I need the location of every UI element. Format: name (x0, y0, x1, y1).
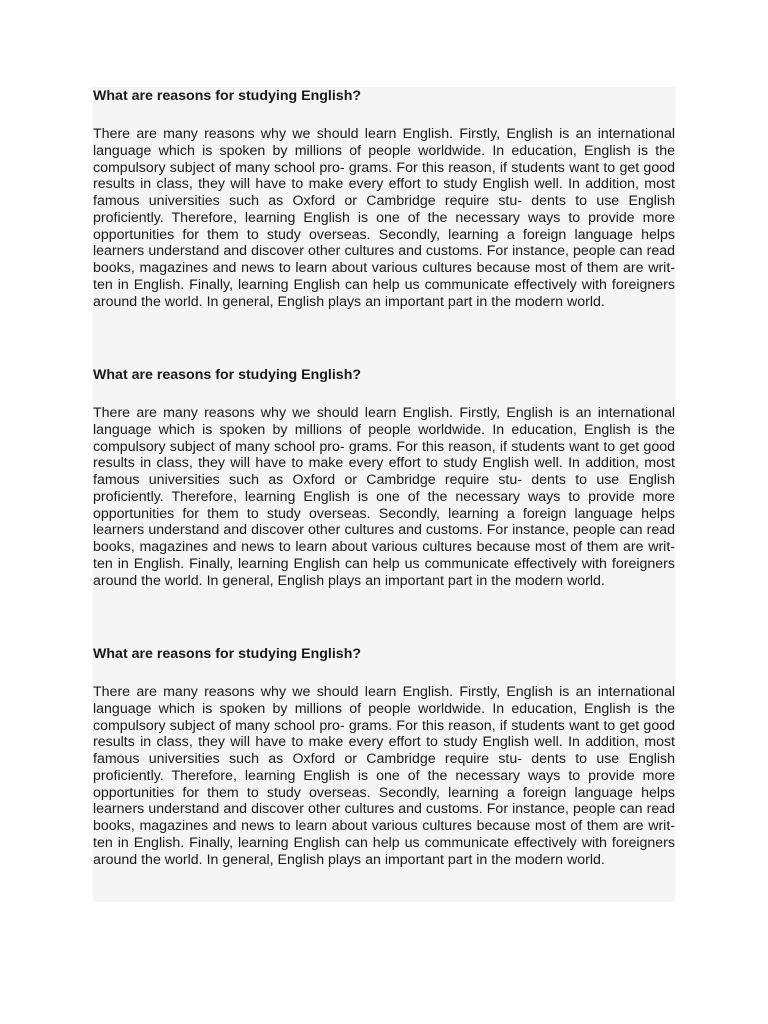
section-1 (93, 88, 675, 310)
section-heading: What are reasons for studying English? (93, 367, 362, 383)
section-heading: What are reasons for studying English? (93, 88, 362, 104)
document-content (93, 87, 675, 902)
section-heading: What are reasons for studying English? (93, 646, 362, 662)
section-2 (93, 367, 675, 589)
section-paragraph: There are many reasons why we should learn English. Firstly, English is an international language which is spoken by millions of people worldwide. In education, English is the compulsory subject of many school pro- grams. For this reason, if students want to get good results in class, they will have to make every effort to study English well. In addition, most famous universities such as Oxford or Cambridge require stu- dents to use English proficiently. Therefore, learning English is one of the necessary ways to provide more opportunities for them to study overseas. Secondly, learning a foreign language helps learners understand and discover other cultures and customs. For instance, people can read books, magazines and news to learn about various cultures because most of them are writ- ten in English. Finally, learning English can help us communicate effectively with foreigners around the world. In general, English plays an important part in the modern world. (93, 126, 675, 310)
section-paragraph: There are many reasons why we should learn English. Firstly, English is an international language which is spoken by millions of people worldwide. In education, English is the compulsory subject of many school pro- grams. For this reason, if students want to get good results in class, they will have to make every effort to study English well. In addition, most famous universities such as Oxford or Cambridge require stu- dents to use English proficiently. Therefore, learning English is one of the necessary ways to provide more opportunities for them to study overseas. Secondly, learning a foreign language helps learners understand and discover other cultures and customs. For instance, people can read books, magazines and news to learn about various cultures because most of them are writ- ten in English. Finally, learning English can help us communicate effectively with foreigners around the world. In general, English plays an important part in the modern world. (93, 405, 675, 589)
section-3 (93, 646, 675, 868)
section-paragraph: There are many reasons why we should learn English. Firstly, English is an international language which is spoken by millions of people worldwide. In education, English is the compulsory subject of many school pro- grams. For this reason, if students want to get good results in class, they will have to make every effort to study English well. In addition, most famous universities such as Oxford or Cambridge require stu- dents to use English proficiently. Therefore, learning English is one of the necessary ways to provide more opportunities for them to study overseas. Secondly, learning a foreign language helps learners understand and discover other cultures and customs. For instance, people can read books, magazines and news to learn about various cultures because most of them are writ- ten in English. Finally, learning English can help us communicate effectively with foreigners around the world. In general, English plays an important part in the modern world. (93, 684, 675, 868)
